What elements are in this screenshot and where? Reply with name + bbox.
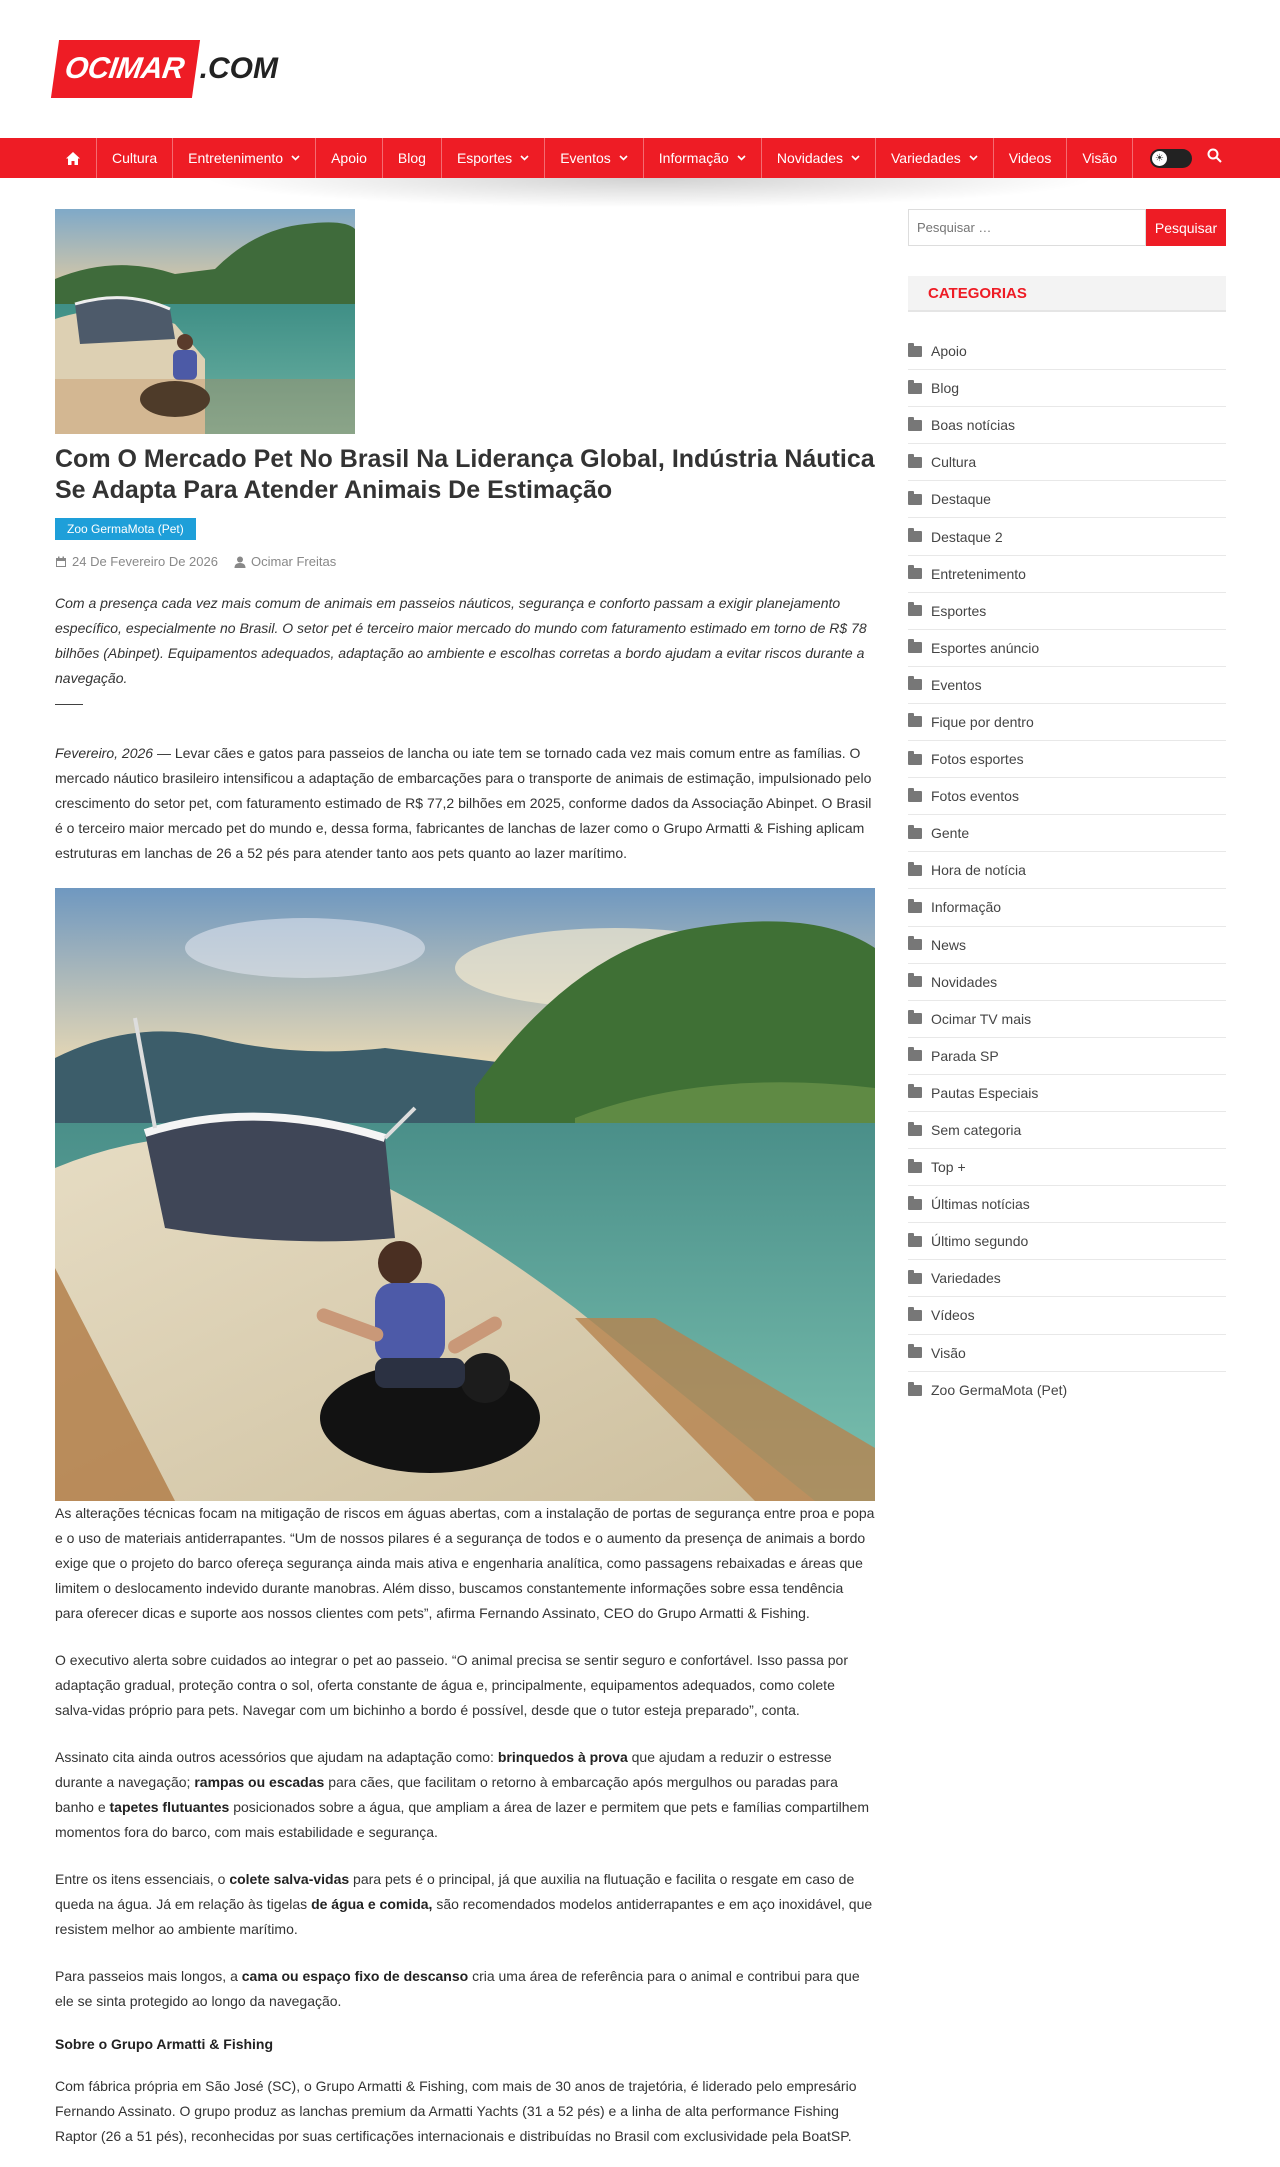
nav-item-informacao[interactable] <box>644 138 762 178</box>
category-item[interactable] <box>908 964 1226 1001</box>
category-item[interactable] <box>908 1335 1226 1372</box>
nav-menu <box>55 138 1133 178</box>
nav-item-label: Cultura <box>112 150 158 166</box>
category-label: Últimas notícias <box>931 1196 1030 1213</box>
text-run: que ajudam a reduzir o estresse durante a navegação; <box>55 1749 832 1790</box>
article <box>55 209 875 2149</box>
bold-run: rampas ou escadas <box>194 1774 325 1790</box>
category-label: News <box>931 936 967 953</box>
category-item[interactable] <box>908 481 1226 518</box>
nav-shadow <box>200 178 1100 208</box>
category-item[interactable] <box>908 444 1226 481</box>
category-label: Eventos <box>931 676 982 693</box>
folder-icon <box>908 716 922 727</box>
sun-icon: ☀ <box>1152 151 1167 166</box>
category-item[interactable] <box>908 1075 1226 1112</box>
category-label: Pautas Especiais <box>931 1084 1039 1101</box>
category-label: Destaque 2 <box>931 528 1003 545</box>
category-item[interactable] <box>908 704 1226 741</box>
nav-item-label: Videos <box>1008 150 1052 166</box>
text-run: são recomendados modelos antiderrapantes e em aço inoxidável, que resistem melhor ao ambiente marítimo. <box>55 1896 873 1937</box>
folder-icon <box>908 494 922 505</box>
text-run: Entre os itens essenciais, o <box>55 1871 230 1887</box>
bold-run: de água e comida, <box>311 1896 433 1912</box>
post-date[interactable] <box>55 554 218 569</box>
folder-icon <box>908 1310 922 1321</box>
post-author-text: Ocimar Freitas <box>250 554 337 569</box>
nav-item-label: Novidades <box>776 150 843 166</box>
post-author[interactable] <box>234 554 336 569</box>
folder-icon <box>908 420 922 431</box>
text-run: Para passeios mais longos, a <box>55 1968 242 1984</box>
category-item[interactable] <box>908 1001 1226 1038</box>
site-logo[interactable] <box>55 40 278 98</box>
nav-item-cultura[interactable] <box>97 138 173 178</box>
text-run: cria uma área de referência para o animal e contribui para que ele se sinta protegido ao longo da navegação. <box>55 1968 860 2009</box>
text-run: para pets é o principal, já que auxilia na flutuação e facilita o resgate em caso de queda na água. Já em relação às tigelas <box>55 1871 855 1912</box>
folder-icon <box>908 1162 922 1173</box>
nav-item-label: Apoio <box>331 150 367 166</box>
folder-icon <box>908 828 922 839</box>
category-label: Blog <box>931 380 960 397</box>
category-label: Esportes anúncio <box>931 639 1040 656</box>
bold-run: tapetes flutuantes <box>109 1799 230 1815</box>
folder-icon <box>908 1013 922 1024</box>
bold-run: cama ou espaço fixo de descanso <box>241 1968 469 1984</box>
category-item[interactable] <box>908 370 1226 407</box>
post-title: Com O Mercado Pet No Brasil Na Liderança Global, Indústria Náutica Se Adapta Para Atender Animais De Estimação <box>55 445 875 504</box>
category-item[interactable] <box>908 852 1226 889</box>
categories-title: CATEGORIAS <box>908 276 1226 312</box>
folder-icon <box>908 939 922 950</box>
chevron-down-icon <box>291 153 300 164</box>
site-header <box>0 0 1280 138</box>
folder-icon <box>908 383 922 394</box>
nav-item-variedades[interactable] <box>876 138 994 178</box>
featured-thumbnail[interactable] <box>55 209 355 434</box>
category-label: Hora de notícia <box>931 862 1026 879</box>
chevron-down-icon <box>520 153 529 164</box>
category-item[interactable] <box>908 407 1226 444</box>
nav-item-visao[interactable] <box>1067 138 1133 178</box>
nav-item-novidades[interactable] <box>762 138 876 178</box>
article-image[interactable] <box>55 888 875 1501</box>
category-item[interactable] <box>908 741 1226 778</box>
nav-home[interactable] <box>55 138 97 178</box>
folder-icon <box>908 531 922 542</box>
category-item[interactable] <box>908 1372 1226 1409</box>
text-run: posicionados sobre a água, que ampliam a área de lazer e permitem que pets e famílias compartilhem momentos fora do barco, com mais estabilidade e segurança. <box>55 1799 869 1840</box>
nav-item-label: Eventos <box>560 150 611 166</box>
folder-icon <box>908 1199 922 1210</box>
chevron-down-icon <box>737 153 746 164</box>
category-label: Fique por dentro <box>931 713 1034 730</box>
category-label: Fotos eventos <box>931 788 1019 805</box>
folder-icon <box>908 902 922 913</box>
category-item[interactable] <box>908 778 1226 815</box>
folder-icon <box>908 1050 922 1061</box>
nav-item-label: Visão <box>1082 150 1118 166</box>
post-date-text: 24 De Fevereiro De 2026 <box>72 554 218 569</box>
paragraph-3: O executivo alerta sobre cuidados ao integrar o pet ao passeio. “O animal precisa se sentir seguro e confortável. Isso passa por adaptação gradual, proteção contra o sol, oferta constante de água e, principalmente, equipamentos adequados, como colete salva-vidas próprio para pets. Navegar com um bichinho a bordo é possível, desde que o tutor esteja preparado”, conta. <box>55 1652 848 1718</box>
category-label: Novidades <box>931 973 998 990</box>
paragraph-1-text: — Levar cães e gatos para passeios de lancha ou iate tem se tornado cada vez mais comum entre as famílias. O mercado náutico brasileiro intensificou a adaptação de embarcações para o transporte de animais de estimação, impulsionado pelo crescimento do setor pet, com faturamento estimado de R$ 77,2 bilhões em 2025, conforme dados da Associação Abinpet. O Brasil é o terceiro maior mercado pet do mundo e, dessa forma, fabricantes de lanchas de lazer como o Grupo Armatti & Fishing aplicam estruturas em lanchas de 26 a 52 pés para atender tanto aos pets quanto ao lazer marítimo. <box>55 745 872 861</box>
folder-icon <box>908 642 922 653</box>
folder-icon <box>908 976 922 987</box>
category-label: Ocimar TV mais <box>931 1010 1032 1027</box>
folder-icon <box>908 1125 922 1136</box>
search-icon <box>1207 148 1222 163</box>
folder-icon <box>908 1273 922 1284</box>
category-item[interactable] <box>908 1260 1226 1297</box>
nav-item-label: Entretenimento <box>188 150 284 166</box>
paragraph-4 <box>55 1745 875 1845</box>
bold-run: brinquedos à prova <box>497 1749 628 1765</box>
category-item[interactable] <box>908 815 1226 852</box>
bold-run: colete salva-vidas <box>229 1871 350 1887</box>
category-label: Vídeos <box>931 1307 975 1324</box>
folder-icon <box>908 568 922 579</box>
category-item[interactable] <box>908 1112 1226 1149</box>
dateline: Fevereiro, 2026 <box>55 745 154 761</box>
home-icon <box>65 151 81 166</box>
category-item[interactable] <box>908 1297 1226 1334</box>
post-intro: Com a presença cada vez mais comum de animais em passeios náuticos, segurança e conforto passam a exigir planejamento específico, especialmente no Brasil. O setor pet é terceiro maior mercado do mundo com faturamento estimado em torno de R$ 78 bilhões (Abinpet). Equipamentos adequados, adaptação ao ambiente e escolhas corretas a bordo ajudam a evitar riscos durante a navegação. <box>55 595 867 686</box>
category-label: Parada SP <box>931 1047 999 1064</box>
category-label: Boas notícias <box>931 417 1016 434</box>
paragraph-2: As alterações técnicas focam na mitigação de riscos em águas abertas, com a instalação de portas de segurança entre proa e popa e o uso de materiais antiderrapantes. “Um de nossos pilares é a segurança de todos e o aumento da presença de animais a bordo exige que o projeto do barco ofereça segurança ainda mais ativa e engenharia analítica, como passagens rebaixadas e áreas que limitem o deslocamento indevido durante manobras. Além disso, buscamos constantemente informações sobre essa tendência para oferecer dicas e suporte aos nossos clientes com pets”, afirma Fernando Assinato, CEO do Grupo Armatti & Fishing. <box>55 1505 875 1621</box>
category-item[interactable] <box>908 593 1226 630</box>
category-item[interactable] <box>908 667 1226 704</box>
category-label: Sem categoria <box>931 1122 1022 1139</box>
user-icon <box>234 556 246 568</box>
category-item[interactable] <box>908 518 1226 555</box>
category-item[interactable] <box>908 927 1226 964</box>
text-run: Assinato cita ainda outros acessórios que ajudam na adaptação como: <box>55 1749 498 1765</box>
folder-icon <box>908 457 922 468</box>
sidebar <box>908 209 1226 1409</box>
folder-icon <box>908 605 922 616</box>
category-item[interactable] <box>908 1186 1226 1223</box>
category-label: Visão <box>931 1344 966 1361</box>
category-label: Informação <box>931 899 1002 916</box>
chevron-down-icon <box>851 153 860 164</box>
category-label: Gente <box>931 825 970 842</box>
folder-icon <box>908 1347 922 1358</box>
nav-search-button[interactable] <box>1207 148 1222 168</box>
category-label: Zoo GermaMota (Pet) <box>931 1382 1068 1399</box>
category-label: Destaque <box>931 491 991 508</box>
categories-list <box>908 333 1226 1409</box>
nav-item-videos[interactable] <box>994 138 1068 178</box>
nav-item-eventos[interactable] <box>545 138 644 178</box>
category-item[interactable] <box>908 1038 1226 1075</box>
main-navigation <box>0 138 1280 178</box>
paragraph-1 <box>55 741 875 866</box>
category-label: Último segundo <box>931 1233 1029 1250</box>
category-label: Entretenimento <box>931 565 1026 582</box>
nav-item-label: Blog <box>397 150 426 166</box>
folder-icon <box>908 754 922 765</box>
sidebar-search <box>908 209 1226 246</box>
category-item[interactable] <box>908 556 1226 593</box>
folder-icon <box>908 865 922 876</box>
logo-suffix: .COM <box>199 52 278 85</box>
folder-icon <box>908 1385 922 1396</box>
folder-icon <box>908 346 922 357</box>
dark-mode-toggle[interactable] <box>1150 149 1192 168</box>
category-item[interactable] <box>908 1223 1226 1260</box>
category-label: Esportes <box>931 602 987 619</box>
category-item[interactable] <box>908 333 1226 370</box>
category-item[interactable] <box>908 1149 1226 1186</box>
category-label: Apoio <box>931 343 967 360</box>
paragraph-5 <box>55 1867 875 1942</box>
text-run: para cães, que facilitam o retorno à embarcação após mergulhos ou paradas para banho e <box>55 1774 838 1815</box>
paragraph-6 <box>55 1964 875 2014</box>
category-item[interactable] <box>908 889 1226 926</box>
nav-item-esportes[interactable] <box>442 138 545 178</box>
separator-dash: —— <box>55 695 83 711</box>
search-button[interactable]: Pesquisar <box>1146 209 1226 246</box>
nav-item-entretenimento[interactable] <box>173 138 316 178</box>
calendar-icon <box>55 556 67 568</box>
post-meta <box>55 554 875 569</box>
nav-item-apoio[interactable] <box>316 138 383 178</box>
nav-item-label: Informação <box>658 150 729 166</box>
nav-item-label: Esportes <box>456 150 513 166</box>
logo-main: OCIMAR <box>51 40 200 98</box>
category-label: Fotos esportes <box>931 751 1024 768</box>
search-input[interactable] <box>908 209 1146 246</box>
chevron-down-icon <box>969 153 978 164</box>
nav-item-label: Variedades <box>890 150 961 166</box>
category-label: Top + <box>931 1159 966 1176</box>
category-label: Variedades <box>931 1270 1001 1287</box>
chevron-down-icon <box>619 153 628 164</box>
folder-icon <box>908 791 922 802</box>
folder-icon <box>908 1087 922 1098</box>
category-badge[interactable]: Zoo GermaMota (Pet) <box>55 518 196 540</box>
folder-icon <box>908 679 922 690</box>
section-subheading: Sobre o Grupo Armatti & Fishing <box>55 2036 274 2052</box>
folder-icon <box>908 1236 922 1247</box>
paragraph-7: Com fábrica própria em São José (SC), o Grupo Armatti & Fishing, com mais de 30 anos de trajetória, é liderado pelo empresário Fernando Assinato. O grupo produz as lanchas premium da Armatti Yachts (31 a 52 pés) e a linha de alta performance Fishing Raptor (26 a 51 pés), reconhecidas por suas certificações internacionais e distribuídas no Brasil com exclusividade pela BoatSP. <box>55 2078 857 2144</box>
nav-item-blog[interactable] <box>383 138 442 178</box>
category-label: Cultura <box>931 454 977 471</box>
category-item[interactable] <box>908 630 1226 667</box>
